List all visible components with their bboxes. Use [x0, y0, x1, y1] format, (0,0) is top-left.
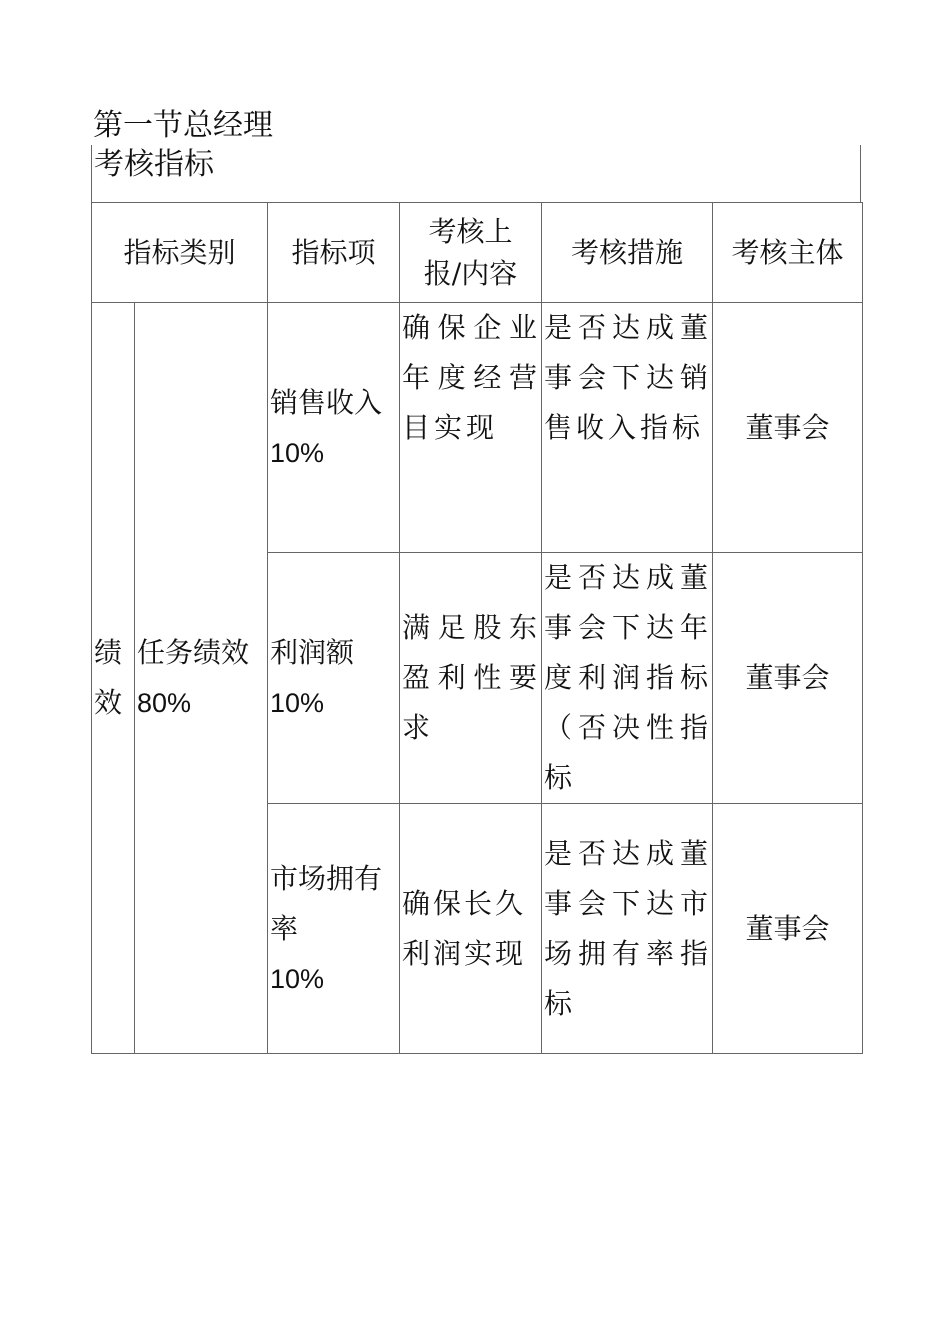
- item-name: 市场拥有率: [270, 861, 383, 945]
- measure-cell: 是否达成董事会下达销售收入指标: [542, 303, 713, 553]
- table-header-row: [92, 203, 863, 303]
- item-weight: 10%: [270, 688, 325, 718]
- category-level2-weight: 80%: [137, 688, 192, 718]
- header-category: 指标类别: [92, 203, 268, 303]
- item-weight: 10%: [270, 963, 325, 994]
- content-cell: 确保企业年度经营目实现: [400, 303, 542, 553]
- subject-cell: 董事会: [713, 553, 863, 804]
- category-level2-label: 任务绩效: [137, 636, 250, 669]
- subject-cell: 董事会: [713, 804, 863, 1054]
- subject-cell: 董事会: [713, 303, 863, 553]
- subtitle-box: [91, 145, 861, 202]
- header-measure: 考核措施: [542, 203, 713, 303]
- header-item: 指标项: [268, 203, 400, 303]
- kpi-table: [91, 202, 863, 1054]
- item-cell: [268, 804, 400, 1054]
- item-cell: [268, 553, 400, 804]
- subtitle: 考核指标: [94, 147, 214, 182]
- item-name: 利润额: [270, 636, 355, 669]
- content-cell: 满足股东盈利性要求: [400, 553, 542, 804]
- measure-cell: 是否达成董事会下达市场拥有率指标: [542, 804, 713, 1054]
- header-content-line2: 报/内容: [423, 256, 518, 290]
- item-weight: 10%: [270, 437, 325, 468]
- header-subject: 考核主体: [713, 203, 863, 303]
- header-content-line1: 考核上: [428, 214, 513, 248]
- header-content: [400, 203, 542, 303]
- category-level1: 绩效: [92, 303, 135, 1054]
- category-level2: [135, 303, 268, 1054]
- content-cell: 确保长久利润实现: [400, 804, 542, 1054]
- table-row: [92, 303, 863, 553]
- item-cell: [268, 303, 400, 553]
- measure-cell: 是否达成董事会下达年度利润指标（否决性指标: [542, 553, 713, 804]
- section-title: 第一节总经理: [93, 108, 273, 143]
- item-name: 销售收入: [270, 385, 383, 419]
